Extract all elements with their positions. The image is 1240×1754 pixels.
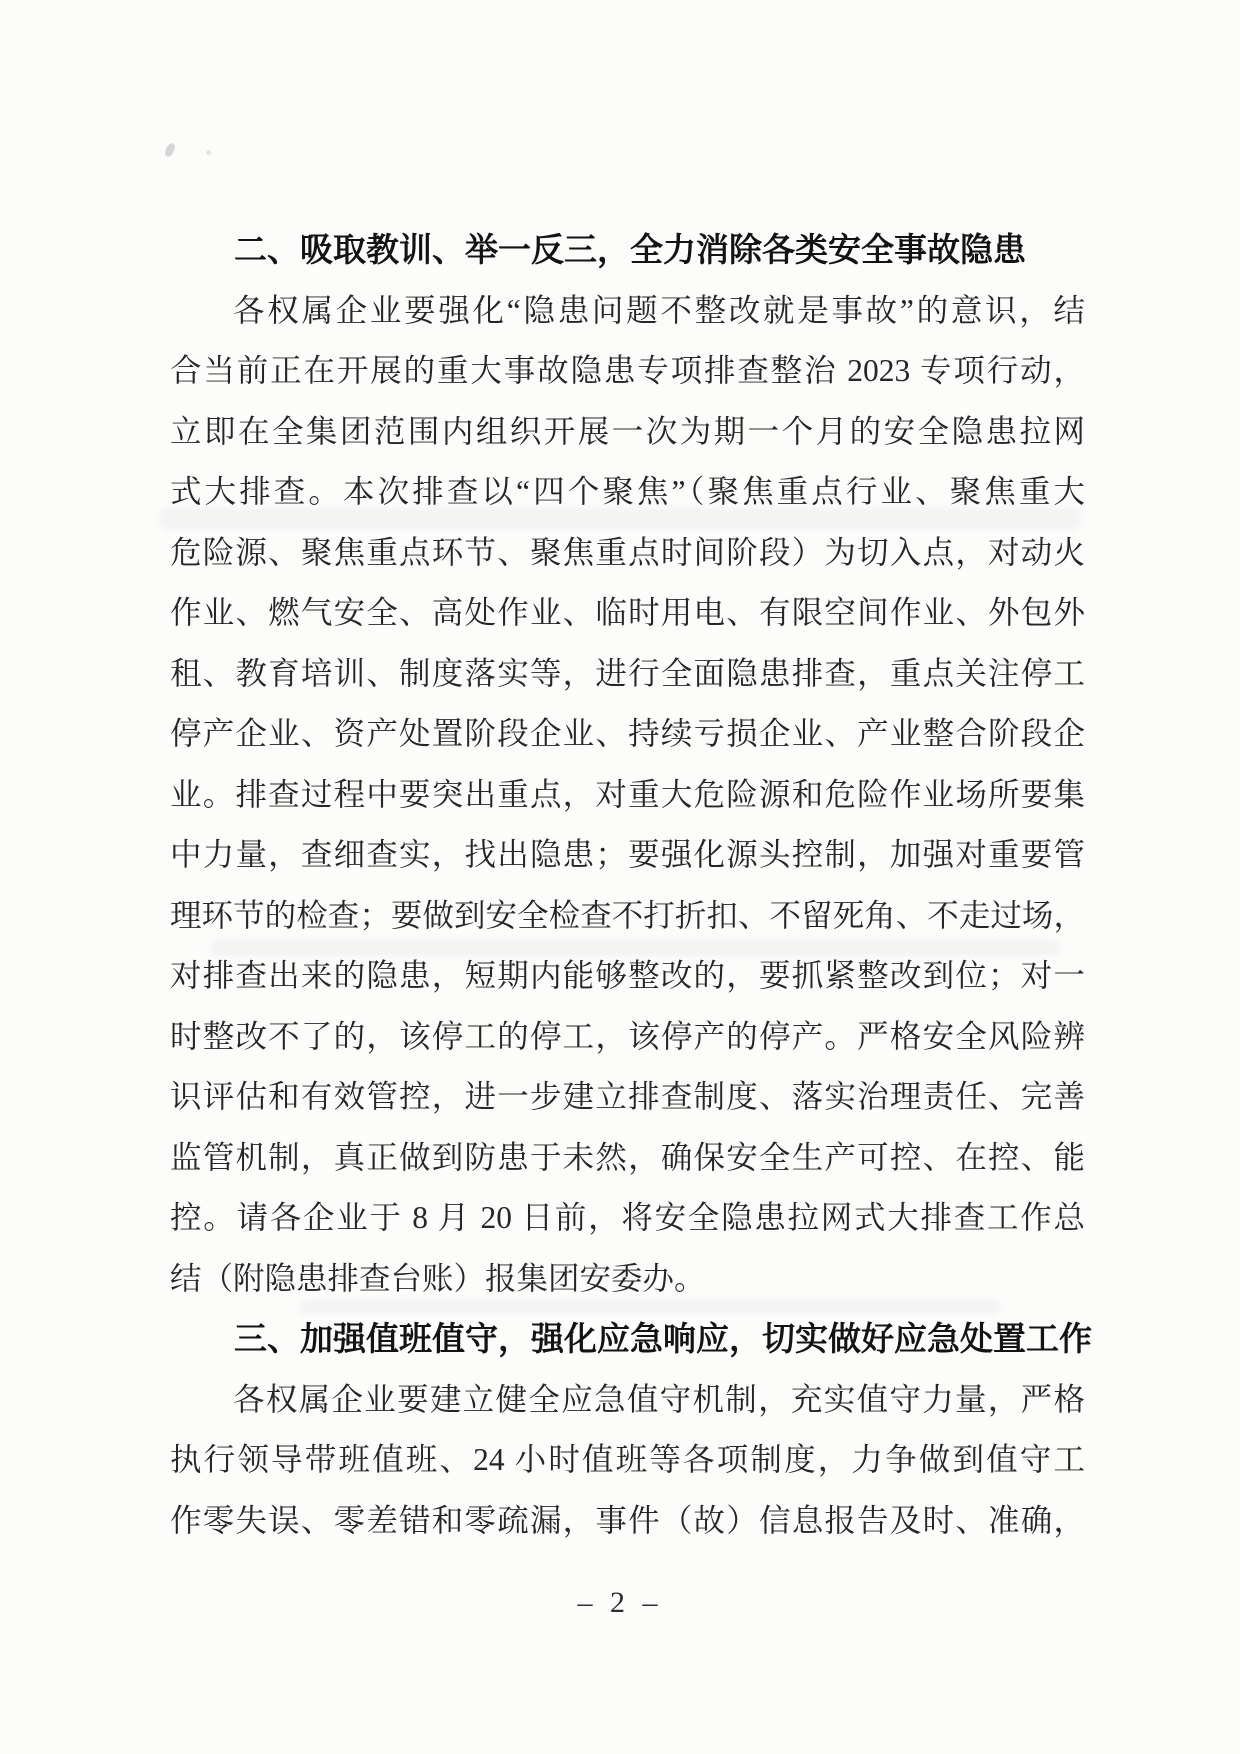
text-line: 中力量，查细查实，找出隐患；要强化源头控制，加强对重要管 [170,837,1085,872]
text-line: 合当前正在开展的重大事故隐患专项排查整治 2023 专项行动， [170,353,1085,388]
text-block [170,220,1092,1551]
text-line: 业。排查过程中要突出重点，对重大危险源和危险作业场所要集 [170,776,1085,812]
text-line: 作零失误、零差错和零疏漏，事件（故）信息报告及时、准确， [170,1502,1085,1538]
text-line: 各权属企业要建立健全应急值守机制，充实值守力量，严格 [233,1381,1085,1417]
text-line: 识评估和有效管控，进一步建立排查制度、落实治理责任、完善 [170,1079,1085,1114]
text-line: 结（附隐患排查台账）报集团安委办。 [170,1260,706,1296]
scan-speck [206,150,211,155]
text-line: 执行领导带班值班、24 小时值班等各项制度，力争做到值守工 [170,1442,1085,1477]
text-line: 停产企业、资产处置阶段企业、持续亏损企业、产业整合阶段企 [170,716,1085,751]
text-line: 控。请各企业于 8 月 20 日前，将安全隐患拉网式大排查工作总 [170,1200,1085,1235]
text-line: 时整改不了的，该停工的停工，该停产的停产。严格安全风险辨 [170,1018,1085,1054]
section-heading: 三、加强值班值守，强化应急响应，切实做好应急处置工作 [234,1320,1092,1357]
section-heading: 二、吸取教训、举一反三，全力消除各类安全事故隐患 [234,231,1026,268]
text-line: 立即在全集团范围内组织开展一次为期一个月的安全隐患拉网 [170,413,1085,449]
page-number: – 2 – [577,1586,663,1619]
text-line: 对排查出来的隐患，短期内能够整改的，要抓紧整改到位；对一 [170,958,1085,993]
text-line: 各权属企业要强化“隐患问题不整改就是事故”的意识，结 [233,292,1085,328]
text-line: 危险源、聚焦重点环节、聚焦重点时间阶段）为切入点，对动火 [170,534,1085,570]
text-line: 作业、燃气安全、高处作业、临时用电、有限空间作业、外包外 [170,595,1085,630]
text-line: 理环节的检查；要做到安全检查不打折扣、不留死角、不走过场， [170,897,1085,933]
text-line: 监管机制，真正做到防患于未然，确保安全生产可控、在控、能 [170,1139,1085,1175]
text-line: 式大排查。本次排查以“四个聚焦”（聚焦重点行业、聚焦重大 [170,474,1085,509]
text-line: 租、教育培训、制度落实等，进行全面隐患排查，重点关注停工 [170,655,1085,691]
scan-speck [163,142,176,158]
